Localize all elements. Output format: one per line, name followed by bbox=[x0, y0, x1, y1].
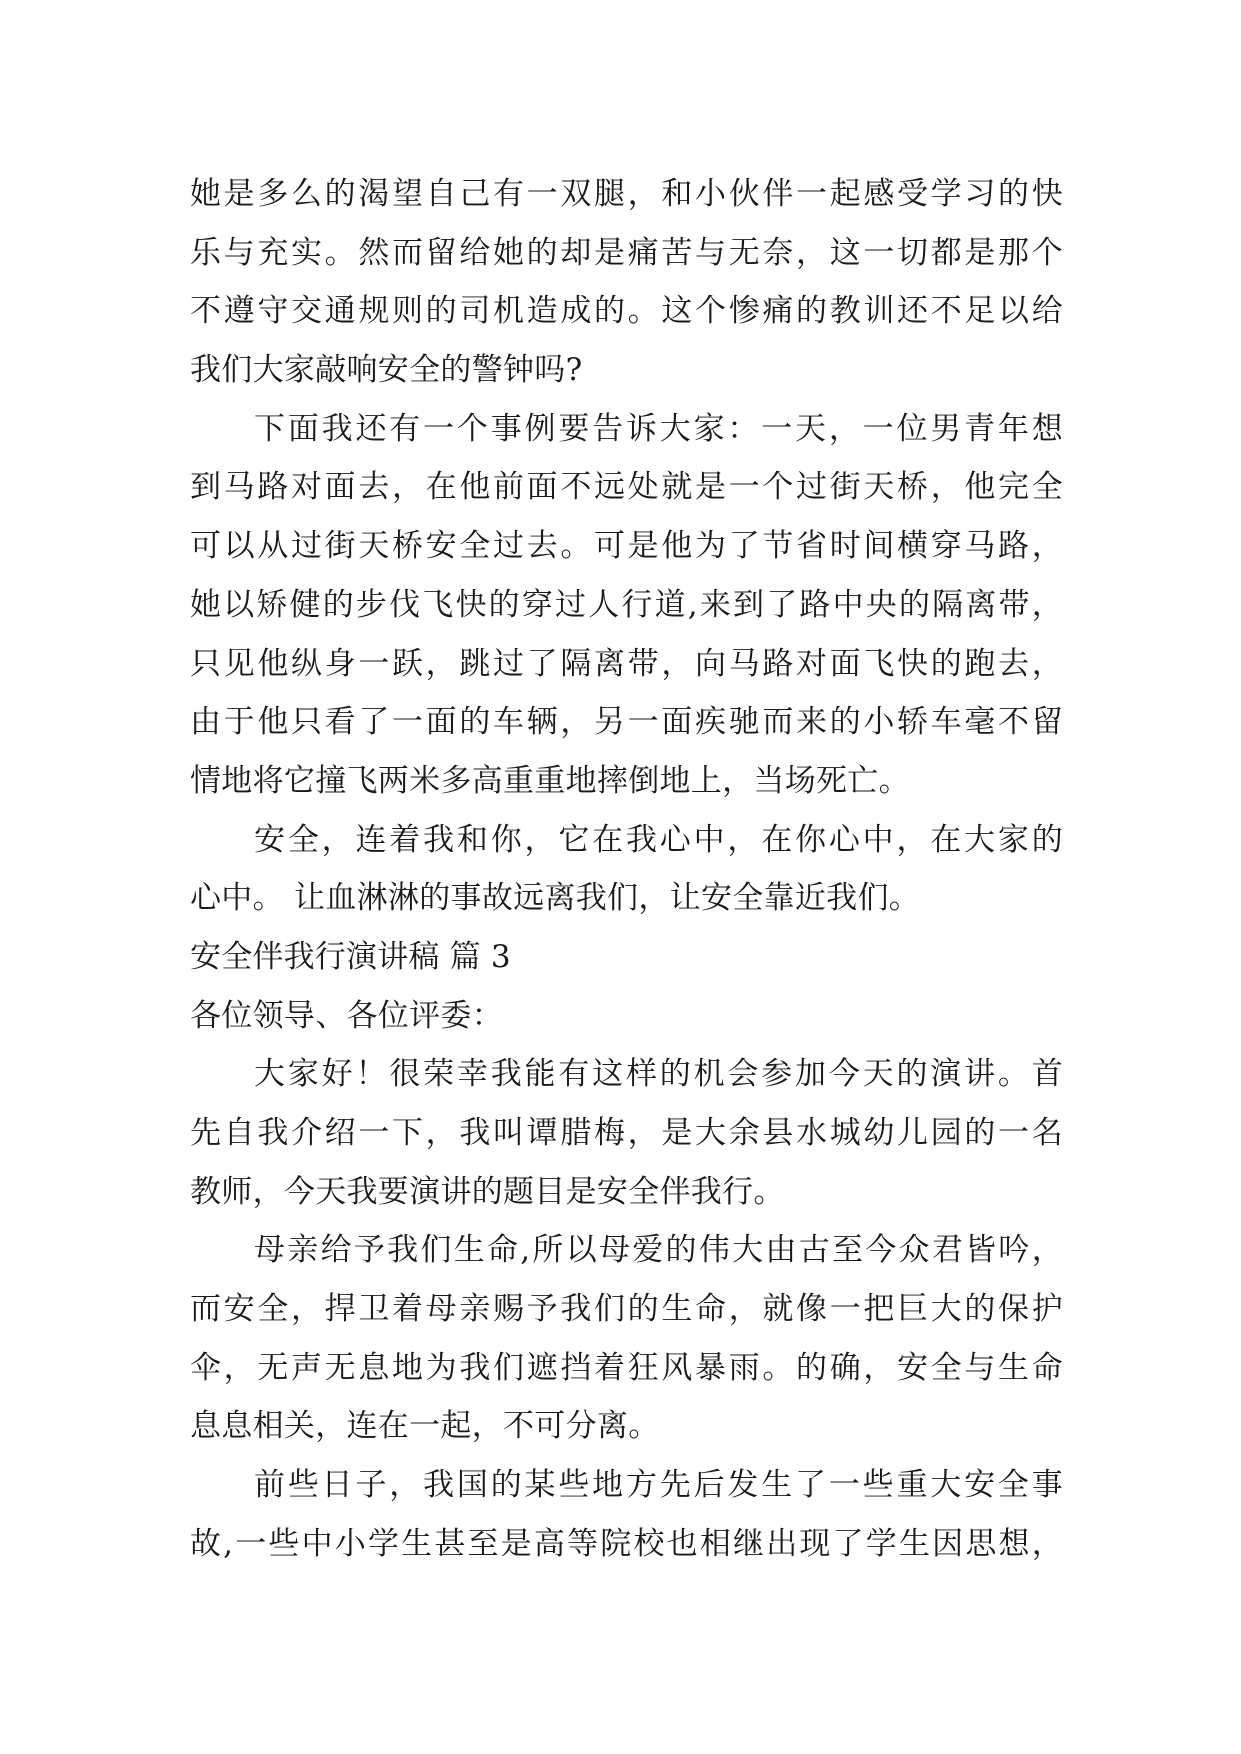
text-line: 不遵守交通规则的司机造成的。这个惨痛的教训还不足以给 bbox=[190, 293, 1063, 330]
text-line: 教师，今天我要演讲的题目是安全伴我行。 bbox=[190, 1173, 785, 1210]
text-line: 情地将它撞飞两米多高重重地摔倒地上，当场死亡。 bbox=[190, 762, 910, 799]
text-line: 先自我介绍一下，我叫谭腊梅，是大余县水城幼儿园的一名 bbox=[190, 1115, 1063, 1151]
text-line: 她以矫健的步伐飞快的穿过人行道,来到了路中央的隔离带， bbox=[190, 586, 1063, 623]
text-line: 由于他只看了一面的车辆，另一面疾驰而来的小轿车毫不留 bbox=[190, 704, 1063, 741]
text-line: 安全，连着我和你，它在我心中，在你心中，在大家的 bbox=[254, 821, 1063, 858]
text-line: 心中。 让血淋淋的事故远离我们，让安全靠近我们。 bbox=[190, 880, 921, 917]
section-heading: 安全伴我行演讲稿 篇 3 bbox=[190, 938, 511, 975]
text-line: 伞，无声无息地为我们遮挡着狂风暴雨。的确，安全与生命 bbox=[190, 1349, 1063, 1386]
text-line: 大家好！很荣幸我能有这样的机会参加今天的演讲。首 bbox=[254, 1056, 1063, 1093]
text-line: 乐与充实。然而留给她的却是痛苦与无奈，这一切都是那个 bbox=[190, 234, 1063, 271]
text-line: 息息相关，连在一起，不可分离。 bbox=[190, 1408, 660, 1445]
text-line: 她是多么的渴望自己有一双腿，和小伙伴一起感受学习的快 bbox=[190, 176, 1063, 212]
text-line: 前些日子，我国的某些地方先后发生了一些重大安全事 bbox=[254, 1467, 1063, 1504]
text-line: 只见他纵身一跃，跳过了隔离带，向马路对面飞快的跑去， bbox=[190, 645, 1063, 682]
text-line: 母亲给予我们生命,所以母爱的伟大由古至今众君皆吟， bbox=[254, 1232, 1063, 1269]
text-line: 而安全，捍卫着母亲赐予我们的生命，就像一把巨大的保护 bbox=[190, 1291, 1063, 1328]
document-body bbox=[190, 165, 1063, 1574]
text-line: 我们大家敲响安全的警钟吗? bbox=[190, 352, 583, 389]
text-line: 到马路对面去，在他前面不远处就是一个过街天桥，他完全 bbox=[190, 469, 1063, 506]
text-line: 下面我还有一个事例要告诉大家：一天，一位男青年想 bbox=[254, 410, 1063, 447]
salutation-line: 各位领导、各位评委： bbox=[190, 997, 503, 1034]
text-line: 可以从过街天桥安全过去。可是他为了节省时间横穿马路， bbox=[190, 528, 1063, 565]
text-line: 故,一些中小学生甚至是高等院校也相继出现了学生因思想， bbox=[190, 1525, 1063, 1562]
